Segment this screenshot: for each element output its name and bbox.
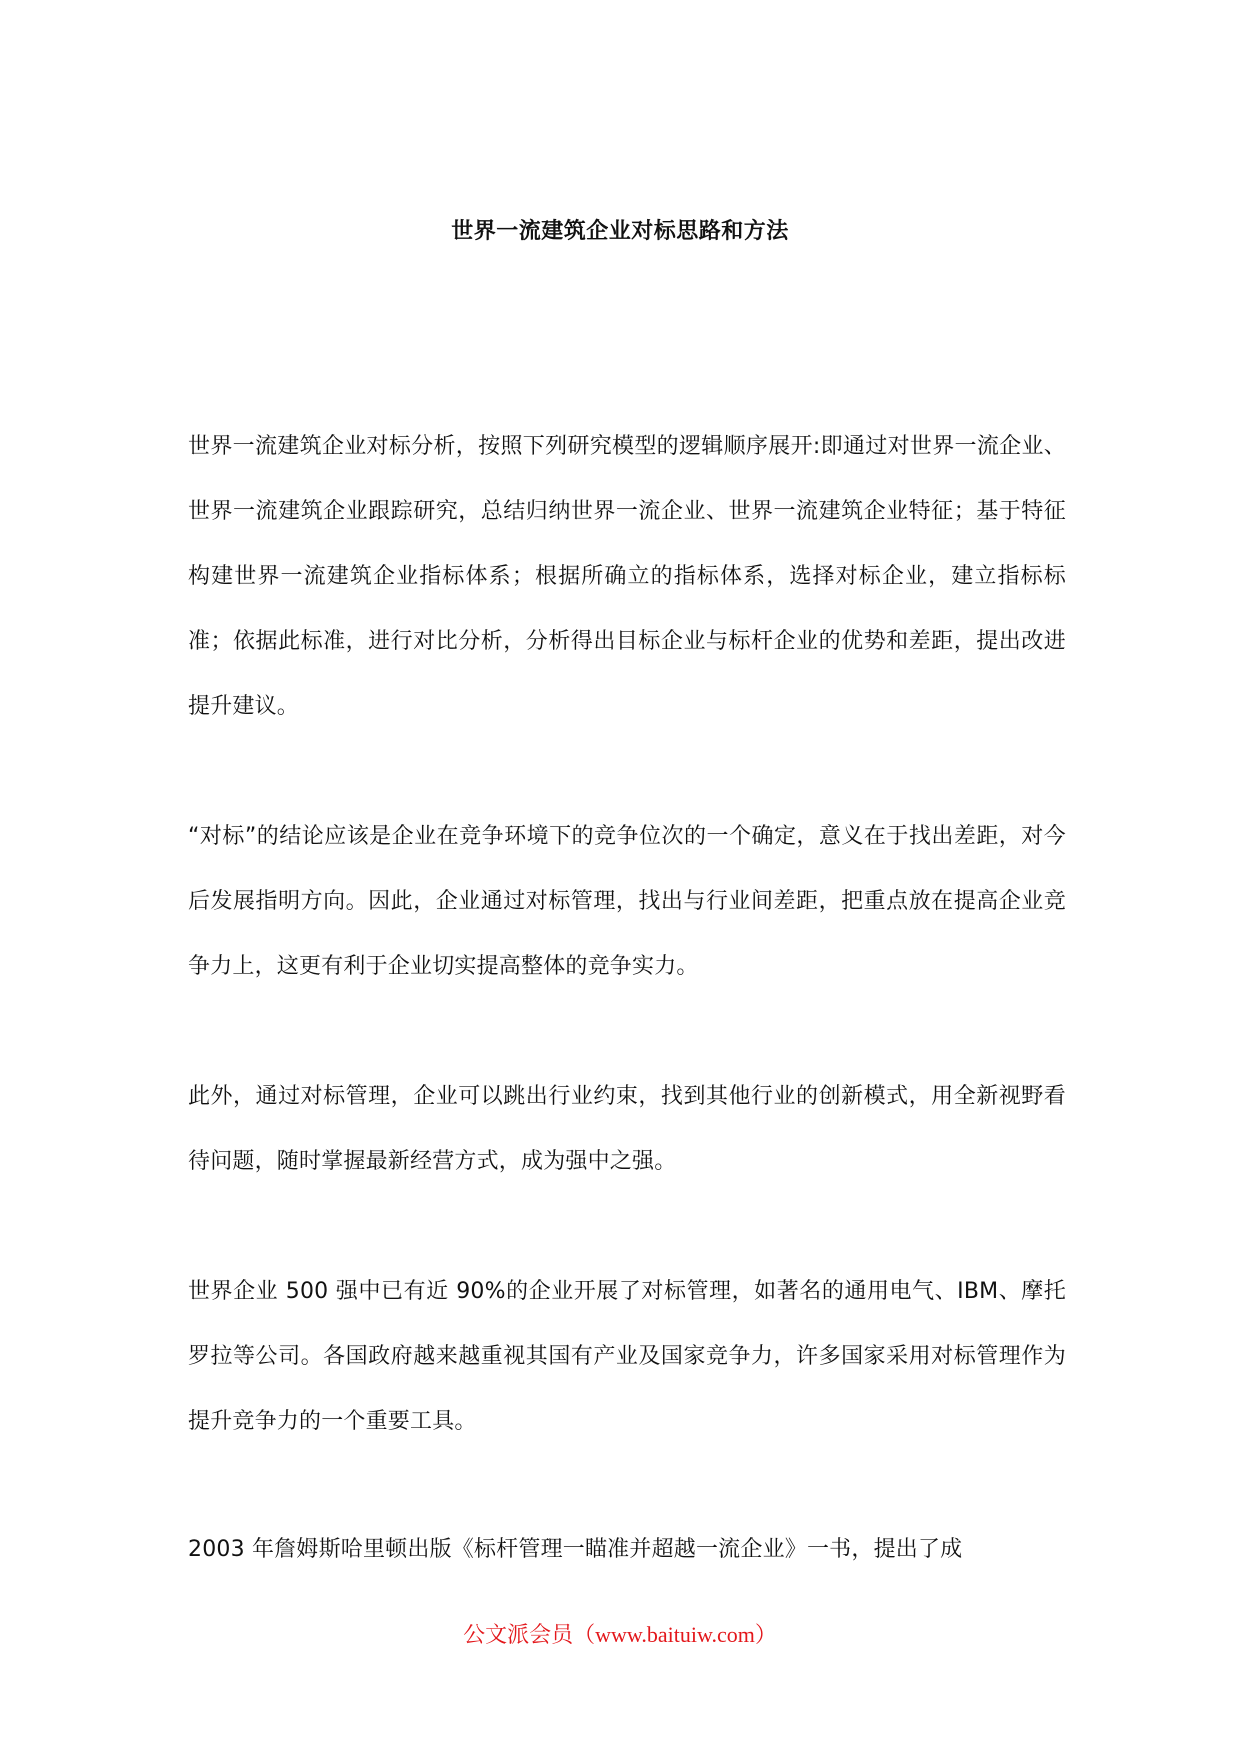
paragraph-benchmark-conclusion: “对标”的结论应该是企业在竞争环境下的竞争位次的一个确定，意义在于找出差距，对今后发展指明方向。因此，企业通过对标管理，找出与行业间差距，把重点放在提高企业竞争力上，这更有利于企业切实提高整体的竞争实力。 [188, 824, 1066, 979]
footer-brand: 公文派会员（ [463, 1623, 596, 1648]
paragraph-innovation: 此外，通过对标管理，企业可以跳出行业约束，找到其他行业的创新模式，用全新视野看待问题，随时掌握最新经营方式，成为强中之强。 [188, 1084, 1066, 1174]
footer-watermark [0, 1618, 1240, 1649]
footer-close: ） [754, 1623, 777, 1648]
paragraph-harrington-book: 2003 年詹姆斯哈里顿出版《标杆管理一瞄准并超越一流企业》一书，提出了成 [188, 1537, 963, 1562]
paragraph-fortune-500: 世界企业 500 强中已有近 90%的企业开展了对标管理，如著名的通用电气、IBM、摩托罗拉等公司。各国政府越来越重视其国有产业及国家竞争力，许多国家采用对标管理作为提升竞争力的一个重要工具。 [188, 1279, 1066, 1434]
paragraph-benchmark-model: 世界一流建筑企业对标分析，按照下列研究模型的逻辑顺序展开:即通过对世界一流企业、世界一流建筑企业跟踪研究，总结归纳世界一流企业、世界一流建筑企业特征；基于特征构建世界一流建筑企业指标体系；根据所确立的指标体系，选择对标企业，建立指标标准；依据此标准，进行对比分析，分析得出目标企业与标杆企业的优势和差距，提出改进提升建议。 [188, 434, 1066, 719]
footer-url-link[interactable]: www.baituiw.com [595, 1622, 755, 1647]
document-title: 世界一流建筑企业对标思路和方法 [451, 219, 789, 244]
